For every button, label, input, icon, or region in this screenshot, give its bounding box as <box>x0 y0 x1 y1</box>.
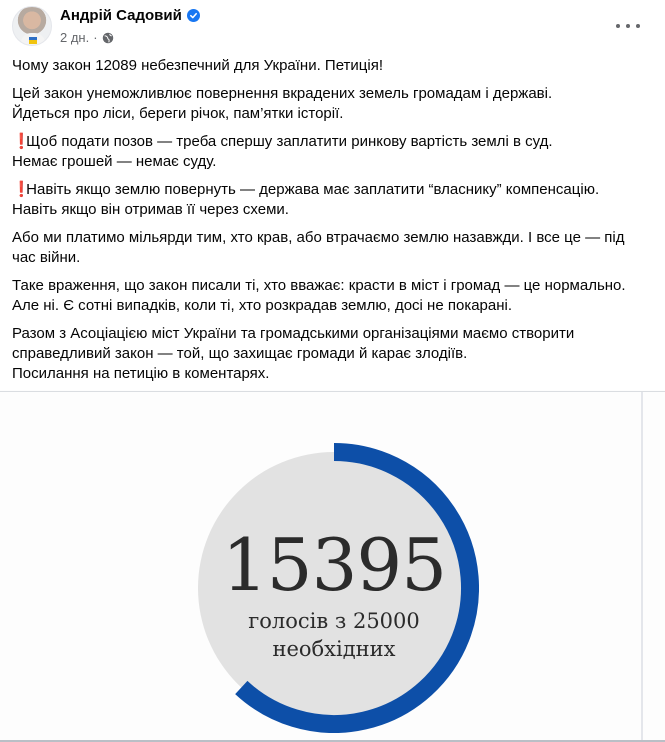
meta-separator: · <box>93 30 98 45</box>
post-header <box>12 6 652 50</box>
more-dot-icon <box>616 24 620 28</box>
paragraph <box>12 180 652 220</box>
more-options-button[interactable] <box>616 20 640 32</box>
paragraph <box>12 132 652 172</box>
post-body <box>12 56 652 392</box>
avatar-flag-yellow <box>29 40 37 44</box>
text-line: Навіть якщо землю повернуть — держава має заплатити “власнику” компенсацію. <box>26 181 600 198</box>
text-line: Але ні. Є сотні випадків, коли ті, хто розкрадав землю, досі не покарані. <box>12 297 513 314</box>
paragraph <box>12 84 652 124</box>
vote-subtitle-2: необхідних <box>272 637 396 661</box>
globe-icon[interactable] <box>102 32 114 44</box>
text-line: Таке враження, що закон писали ті, хто вважає: красти в міст і громад — це нормально. <box>12 277 626 294</box>
text-line: Цей закон унеможливлює повернення вкрадених земель громадам і державі. <box>12 85 553 102</box>
more-dot-icon <box>626 24 630 28</box>
vote-subtitle: голосів з 25000 <box>248 609 420 633</box>
exclamation-icon: ❗ <box>12 133 31 150</box>
more-dot-icon <box>636 24 640 28</box>
text-line: Разом з Асоціацією міст України та громадськими організаціями маємо створити справедливий закон — той, що захищає громади й карає злодіїв. <box>12 325 575 362</box>
exclamation-icon: ❗ <box>12 181 31 198</box>
paragraph <box>12 276 652 316</box>
author-row <box>60 7 200 24</box>
text-line: Чому закон 12089 небезпечний для України. Петиція! <box>12 57 384 74</box>
vote-count: 15395 <box>221 523 447 607</box>
post-meta <box>60 30 114 45</box>
paragraph <box>12 228 652 268</box>
text-line: Немає грошей — немає суду. <box>12 153 217 170</box>
verified-badge-icon <box>187 9 200 22</box>
author-avatar[interactable] <box>12 6 52 46</box>
post-timestamp[interactable]: 2 дн. <box>60 30 90 45</box>
text-line: Посилання на петицію в коментарях. <box>12 365 270 382</box>
text-line: Або ми платимо мільярди тим, хто крав, або втрачаємо землю назавжди. І все це — під час війни. <box>12 229 625 266</box>
paragraph-title <box>12 56 652 76</box>
text-line: Йдеться про ліси, береги річок, пам’ятки історії. <box>12 105 344 122</box>
divider <box>641 392 643 742</box>
text-line: Щоб подати позов — треба спершу заплатити ринкову вартість землі в суд. <box>26 133 553 150</box>
divider <box>0 391 665 392</box>
text-line: Навіть якщо він отримав її через схеми. <box>12 201 289 218</box>
author-name[interactable]: Андрій Садовий <box>60 7 182 24</box>
petition-counter <box>189 443 479 733</box>
paragraph <box>12 324 652 384</box>
